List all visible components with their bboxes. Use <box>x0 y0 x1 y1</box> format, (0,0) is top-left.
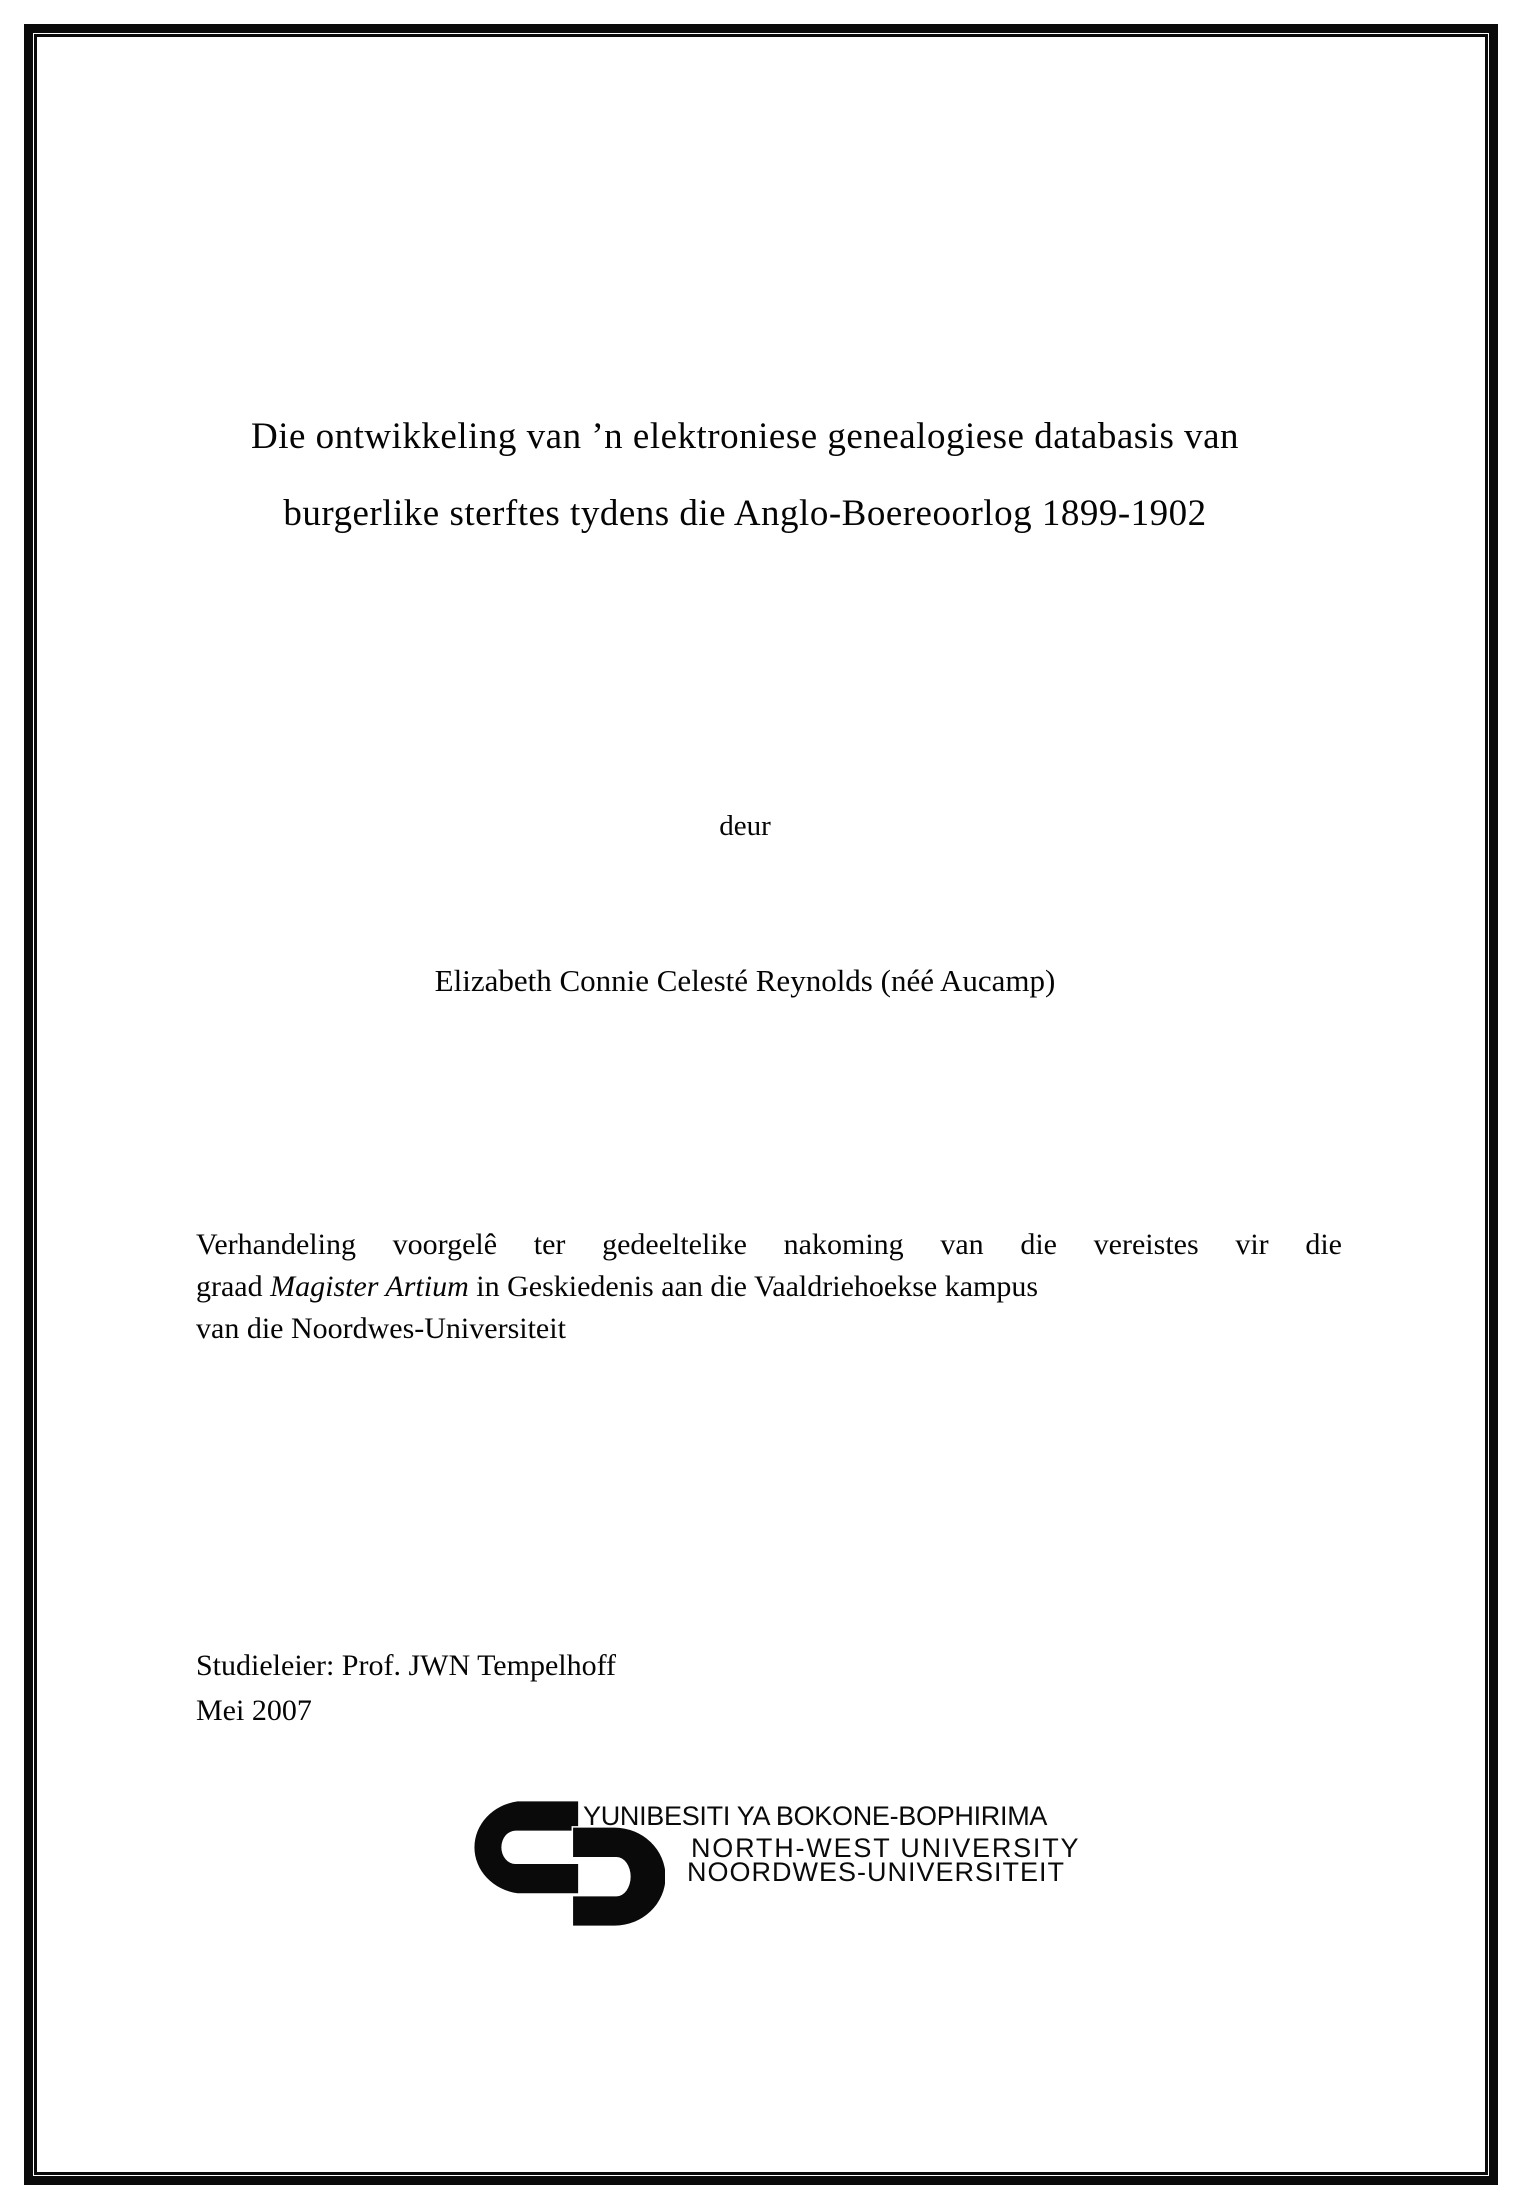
logo-text-english: NORTH-WEST UNIVERSITY <box>691 1833 1081 1863</box>
logo-text-setswana: YUNIBESITI YA BOKONE-BOPHIRIMA <box>583 1801 1048 1831</box>
degree-statement-line3: van die Noordwes-Universiteit <box>196 1312 566 1345</box>
degree-name-italic: Magister Artium <box>270 1270 469 1303</box>
date-line: Mei 2007 <box>196 1694 312 1727</box>
degree-statement-line1: Verhandeling voorgelê ter gedeeltelike nakoming van die vereistes vir die <box>196 1228 1342 1261</box>
thesis-title-line2: burgerlike sterftes tydens die Anglo-Boereoorlog 1899-1902 <box>283 493 1207 534</box>
degree-statement-line2-suffix: in Geskiedenis aan die Vaaldriehoekse kampus <box>468 1270 1039 1303</box>
supervisor-line: Studieleier: Prof. JWN Tempelhoff <box>196 1649 617 1682</box>
degree-statement <box>196 1224 1342 1350</box>
byline: deur <box>719 810 771 842</box>
degree-statement-line2-prefix: graad <box>196 1270 271 1303</box>
logo-text-afrikaans: NOORDWES-UNIVERSITEIT <box>687 1857 1066 1887</box>
supervisor-block <box>196 1643 1096 1733</box>
thesis-title <box>40 398 1450 552</box>
university-logo <box>465 1799 1105 1931</box>
author-name: Elizabeth Connie Celesté Reynolds (néé Aucamp) <box>434 963 1056 998</box>
thesis-title-line1: Die ontwikkeling van ’n elektroniese genealogiese databasis van <box>250 416 1240 457</box>
degree-statement-line2 <box>196 1266 1342 1308</box>
